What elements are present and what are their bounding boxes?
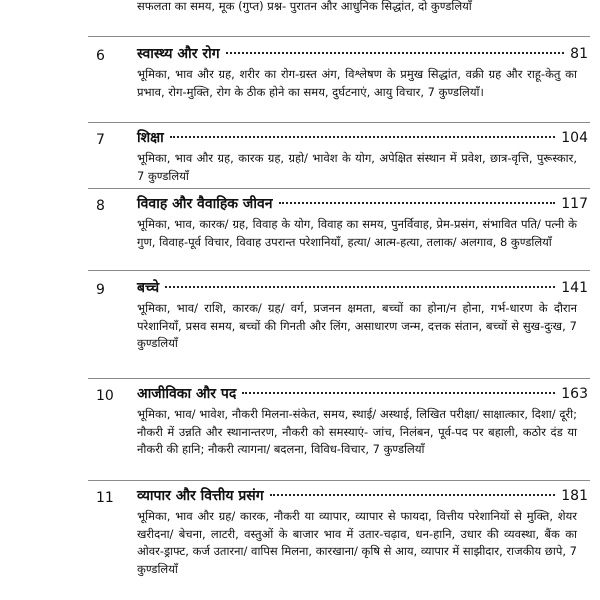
page-number[interactable]: 81 — [570, 46, 588, 62]
previous-entry-continuation: सफलता का समय, मूक (गुप्त) प्रश्न- पुरातन और आधुनिक सिद्धांत, दो कुण्डलियाँ — [137, 0, 472, 13]
dot-leader — [170, 136, 555, 138]
divider — [88, 378, 590, 379]
page-number[interactable]: 163 — [561, 386, 588, 402]
chapter-number: 9 — [96, 282, 105, 298]
chapter-description: भूमिका, भाव और ग्रह/ कारक, नौकरी या व्यापार, व्यापार से फायदा, वित्तीय परेशानियों से मुक्ति, शेयर खरीदना/ बेचना, लाटरी, वस्तुओं के बाजार भाव में उतार-चढ़ाव, धन-हानि, उधार की व्यवस्था, बैंक का ओवर-ड्राफ्ट, कर्ज उतारना/ वापिस मिलना, कारखाना/ कृषि से आय, व्यापार में साझीदार, राजकीय छापे, 7 कुण्डलियाँ — [137, 509, 577, 576]
divider — [88, 480, 590, 481]
chapter-description: भूमिका, भाव/ राशि, कारक/ ग्रह/ वर्ग, प्रजनन क्षमता, बच्चों का होना/न होना, गर्भ-धारण के दौरान परेशानियाँ, प्रसव समय, बच्चों की गिनती और लिंग, असाधारण जन्म, दत्तक संतान, बच्चों से सुख-दुःख, 7 कुण्डलियाँ — [137, 301, 577, 350]
divider — [88, 270, 590, 271]
chapter-number: 10 — [96, 388, 114, 404]
divider — [88, 188, 590, 189]
divider — [88, 122, 590, 123]
chapter-title[interactable]: बच्चे — [137, 280, 160, 296]
chapter-description: भूमिका, भाव, कारक/ ग्रह, विवाह के योग, विवाह का समय, पुनर्विवाह, प्रेम-प्रसंग, संभावित पति/ पत्नी के गुण, विवाह-पूर्व विचार, विवाह उपरान्त परेशानियाँ, हत्या/ आत्म-हत्या, तलाक/ अलगाव, 8 कुण्डलियाँ — [137, 217, 577, 249]
dot-leader — [242, 392, 555, 394]
dot-leader — [226, 52, 565, 54]
chapter-title[interactable]: व्यापार और वित्तीय प्रसंग — [137, 488, 264, 504]
chapter-number: 7 — [96, 132, 105, 148]
chapter-number: 6 — [96, 48, 105, 64]
chapter-description: भूमिका, भाव और ग्रह, कारक ग्रह, ग्रहो/ भावेश के योग, अपेक्षित संस्थान में प्रवेश, छात्र-वृत्ति, पुरूस्कार, 7 कुण्डलियाँ — [137, 151, 577, 183]
chapter-description: भूमिका, भाव/ भावेश, नौकरी मिलना-संकेत, समय, स्थाई/ अस्थाई, लिखित परीक्षा/ साक्षात्कार, दिशा/ दूरी; नौकरी में उन्नति और स्थानान्तरण, नौकरी को समस्याएं- जांच, निलंबन, पूर्व-पद पर बहाली, कठोर दंड या नौकरी की हानि; नौकरी त्यागना/ बदलना, विविध-विचार, 7 कुण्डलियाँ — [137, 407, 577, 456]
chapter-title[interactable]: आजीविका और पद — [137, 386, 237, 402]
chapter-number: 8 — [96, 198, 105, 214]
chapter-description: भूमिका, भाव और ग्रह, शरीर का रोग-ग्रस्त अंग, विश्लेषण के प्रमुख सिद्धांत, वक्री ग्रह और राहू-केतु का प्रभाव, रोग-मुक्ति, रोग के ठीक होने का समय, दुर्घटनाएं, आयु विचार, 7 कुण्डलियाँ। — [137, 67, 577, 99]
chapter-number: 11 — [96, 490, 114, 506]
dot-leader — [279, 202, 556, 204]
dot-leader — [270, 494, 556, 496]
page-number[interactable]: 117 — [561, 196, 588, 212]
page-number[interactable]: 141 — [561, 280, 588, 296]
divider — [88, 36, 590, 37]
page-number[interactable]: 181 — [561, 488, 588, 504]
chapter-title[interactable]: स्वास्थ्य और रोग — [137, 46, 220, 62]
chapter-title[interactable]: विवाह और वैवाहिक जीवन — [137, 196, 273, 212]
page-number[interactable]: 104 — [561, 130, 588, 146]
chapter-title[interactable]: शिक्षा — [137, 130, 164, 146]
dot-leader — [165, 286, 555, 288]
